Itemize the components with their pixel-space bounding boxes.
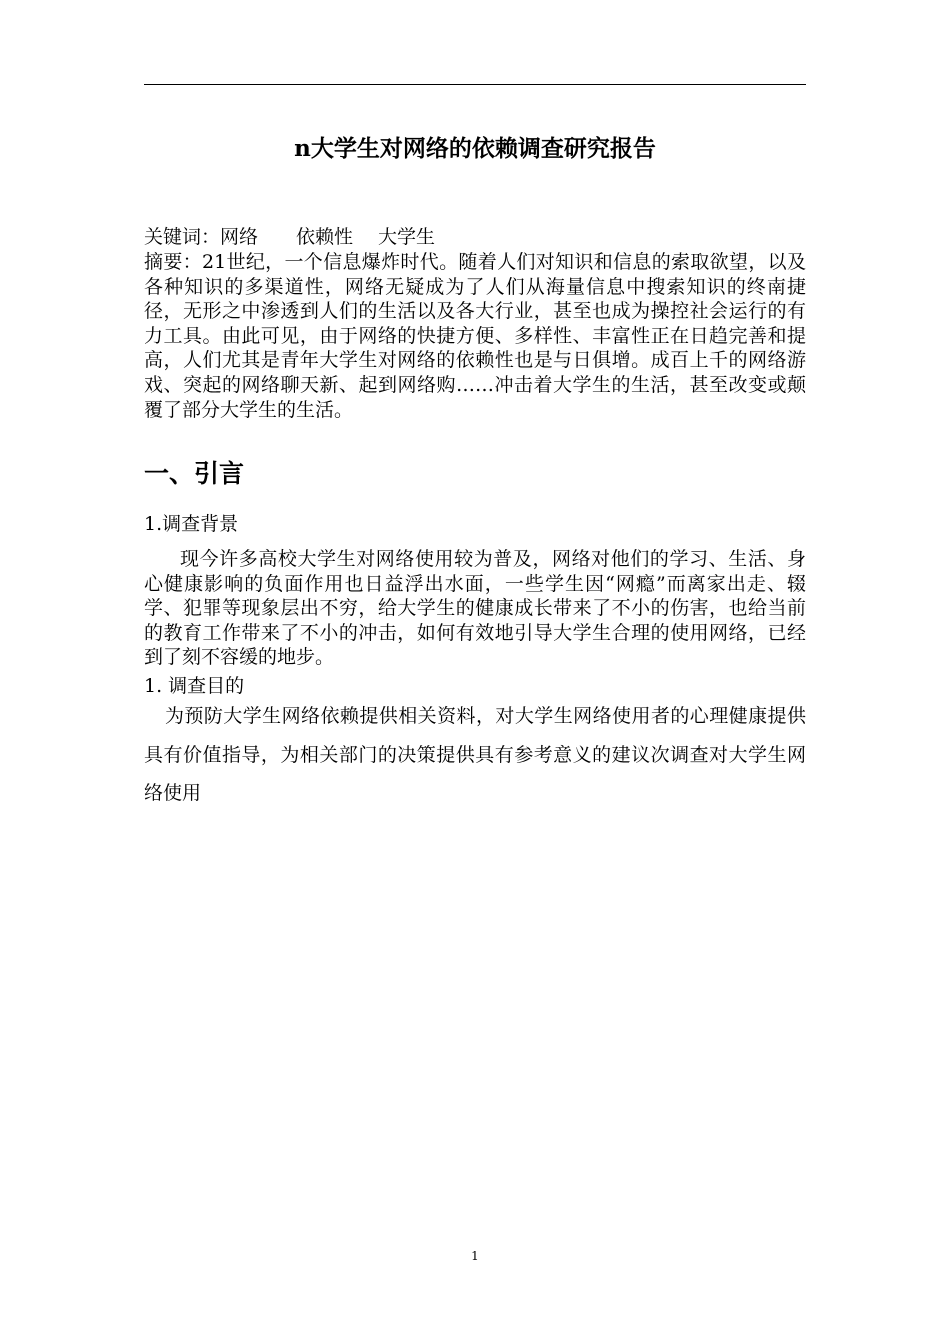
abstract-paragraph: 摘要：21世纪，一个信息爆炸时代。随着人们对知识和信息的索取欲望，以及各种知识的多渠道性，网络无疑成为了人们从海量信息中搜索知识的终南捷径，无形之中渗透到人们的生活以及各大行业，甚至也成为操控社会运行的有力工具。由此可见，由于网络的快捷方便、多样性、丰富性正在日趋完善和提高，人们尤其是青年大学生对网络的依赖性也是与日俱增。成百上千的网络游戏、突起的网络聊天新、起到网络购……冲击着大学生的生活，甚至改变或颠覆了部分大学生的生活。: [144, 251, 806, 421]
section-heading-introduction: 一、引言: [144, 459, 245, 488]
keywords-line: 关键词：网络 依赖性 大学生: [144, 226, 436, 248]
purpose-paragraph: 为预防大学生网络依赖提供相关资料，对大学生网络使用者的心理健康提供具有价值指导，为相关部门的决策提供具有参考意义的建议次调查对大学生网络使用: [144, 705, 806, 804]
background-paragraph: 现今许多高校大学生对网络使用较为普及，网络对他们的学习、生活、身心健康影响的负面作用也日益浮出水面，一些学生因“网瘾”而离家出走、辍学、犯罪等现象层出不穷，给大学生的健康成长带来了不小的伤害，也给当前的教育工作带来了不小的冲击，如何有效地引导大学生合理的使用网络，已经到了刻不容缓的地步。: [144, 548, 806, 669]
page-number: 1: [471, 1249, 479, 1263]
document-title: n大学生对网络的依赖调查研究报告: [294, 135, 656, 162]
header-rule: [144, 84, 806, 85]
subsection-heading-background: 1.调查背景: [144, 513, 239, 535]
subsection-heading-purpose: 1. 调查目的: [144, 675, 245, 697]
